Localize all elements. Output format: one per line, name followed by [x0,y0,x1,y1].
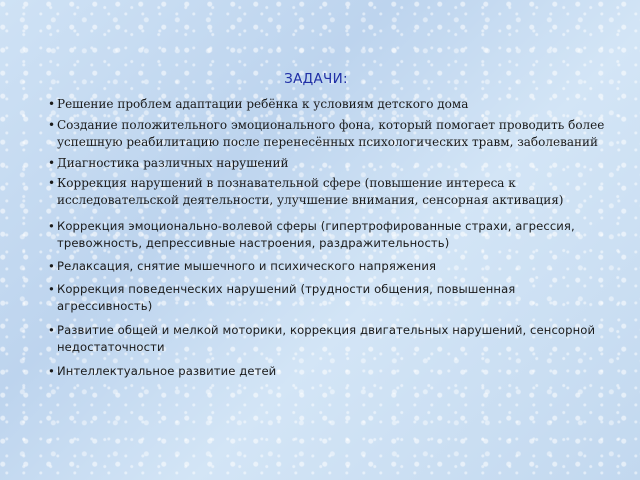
bullet-icon: • [48,156,56,170]
bullet-icon: • [48,176,56,190]
bullet-icon: • [48,282,55,296]
list-item [48,117,608,151]
list-item [48,96,608,113]
task-text: Создание положительного эмоционального фона, который помогает проводить более успешную реабилитацию после перенесённых психологических травм, заболеваний [57,118,605,149]
task-text: Диагностика различных нарушений [57,156,289,170]
task-text: Релаксация, снятие мышечного и психического напряжения [57,259,437,273]
bullet-icon: • [48,118,56,132]
list-item [48,218,608,252]
task-text: Коррекция нарушений в познавательной сфере (повышение интереса к исследовательской деятельности, улучшение внимания, сенсорная активация) [57,176,564,207]
list-item [48,322,608,356]
bullet-icon: • [48,259,55,273]
bullet-icon: • [48,97,56,111]
task-text: Развитие общей и мелкой моторики, коррекция двигательных нарушений, сенсорной недостаточности [57,323,596,354]
task-text: Коррекция эмоционально-волевой сферы (гипертрофированные страхи, агрессия, тревожность, депрессивные настроения, раздражительность) [57,219,575,250]
list-item [48,281,608,315]
bullet-icon: • [48,323,55,337]
bullet-icon: • [48,219,55,233]
slide-title: ЗАДАЧИ: [284,71,348,87]
bullet-icon: • [48,364,55,378]
task-text: Коррекция поведенческих нарушений (трудности общения, повышенная агрессивность) [57,282,516,313]
list-item [48,258,608,275]
task-text: Решение проблем адаптации ребёнка к условиям детского дома [57,97,469,111]
task-list [48,96,608,380]
list-item [48,363,608,380]
list-item [48,155,608,172]
task-text: Интеллектуальное развитие детей [57,364,277,378]
list-item [48,175,608,209]
